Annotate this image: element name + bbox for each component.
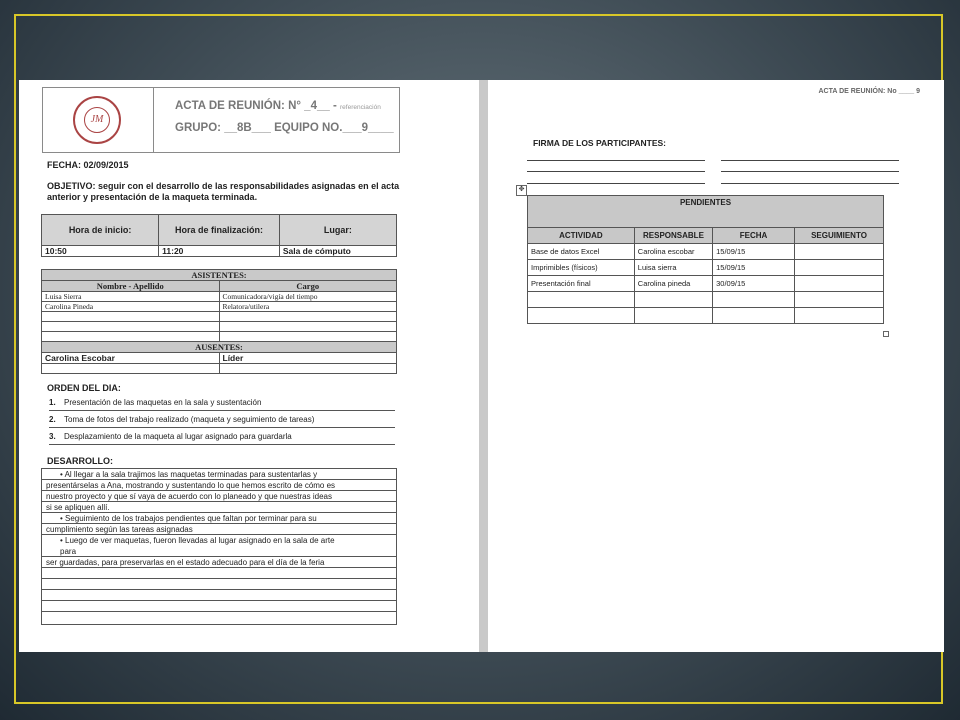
empty-cell [219, 322, 397, 332]
list-text: Presentación de las maquetas en la sala y sustentación [64, 398, 262, 407]
header-box [42, 87, 400, 153]
hora-inicio-header: Hora de inicio: [42, 215, 159, 246]
lugar-value: Sala de cómputo [279, 246, 396, 257]
objetivo-text: OBJETIVO: seguir con el desarrollo de las responsabilidades asignadas en el acta anterior y presentación de la maqueta terminada. [47, 181, 400, 202]
desarrollo-line: nuestro proyecto y que sí vaya de acuerdo con lo planeado y que nuestras ideas [42, 491, 396, 502]
table-row [42, 364, 397, 374]
list-number: 1. [49, 398, 56, 407]
actividad-cell: Imprimibles (físicos) [528, 260, 635, 276]
empty-cell [219, 332, 397, 342]
desarrollo-line: • Luego de ver maquetas, fueron llevadas al lugar asignado en la sala de arte [60, 536, 335, 545]
responsable-header: RESPONSABLE [634, 228, 712, 244]
pendientes-title: PENDIENTES [528, 196, 884, 228]
empty-cell [713, 308, 795, 324]
ausentes-title: AUSENTES: [42, 342, 397, 353]
signature-line [527, 183, 705, 184]
orden-title: ORDEN DEL DIA: [47, 383, 121, 393]
desarrollo-title: DESARROLLO: [47, 456, 113, 466]
empty-cell [42, 364, 220, 374]
fecha-header: FECHA [713, 228, 795, 244]
table-row [528, 292, 884, 308]
fecha-line: FECHA: 02/09/2015 [47, 160, 129, 170]
actividad-header: ACTIVIDAD [528, 228, 635, 244]
desarrollo-line: si se apliquen allí. [42, 502, 396, 513]
lugar-header: Lugar: [279, 215, 396, 246]
empty-cell [42, 322, 220, 332]
empty-cell [794, 292, 883, 308]
table-move-handle-icon[interactable]: ✥ [516, 185, 527, 196]
empty-cell [528, 308, 635, 324]
hora-fin-header: Hora de finalización: [159, 215, 280, 246]
desarrollo-line: • Seguimiento de los trabajos pendientes que faltan por terminar para su [42, 513, 396, 524]
signature-line [721, 183, 899, 184]
table-row [528, 244, 884, 260]
asistente-cargo: Comunicadora/vigía del tiempo [219, 292, 397, 302]
desarrollo-empty-line [42, 568, 396, 579]
list-item [49, 432, 395, 445]
acta-title-right: ACTA DE REUNIÓN: No ____ 9 [818, 88, 920, 95]
table-row [42, 302, 397, 312]
responsable-cell: Luisa sierra [634, 260, 712, 276]
table-row [42, 332, 397, 342]
desarrollo-line: para [42, 546, 396, 557]
empty-cell [42, 312, 220, 322]
responsable-cell: Carolina pineda [634, 276, 712, 292]
seguimiento-cell [794, 276, 883, 292]
hora-table [41, 214, 397, 257]
list-item [49, 415, 395, 428]
logo-cell [43, 88, 154, 152]
empty-cell [528, 292, 635, 308]
pendientes-table [527, 195, 884, 324]
table-row [528, 260, 884, 276]
grupo-line: GRUPO: __8B___ EQUIPO NO.___9____ [175, 122, 394, 134]
fecha-cell: 30/09/15 [713, 276, 795, 292]
table-row [42, 292, 397, 302]
desarrollo-empty-line [42, 579, 396, 590]
ausente-nombre: Carolina Escobar [42, 353, 220, 364]
empty-cell [634, 308, 712, 324]
desarrollo-line: cumplimiento según las tareas asignadas [42, 524, 396, 535]
table-row [42, 312, 397, 322]
empty-cell [634, 292, 712, 308]
school-seal-logo [73, 96, 121, 144]
desarrollo-line: ser guardadas, para preservarlas en el estado adecuado para el día de la feria [42, 557, 396, 568]
asistentes-table [41, 269, 397, 374]
firma-title: FIRMA DE LOS PARTICIPANTES: [533, 138, 667, 148]
desarrollo-line: • Al llegar a la sala trajimos las maquetas terminadas para sustentarlas y [42, 469, 396, 480]
seguimiento-cell [794, 260, 883, 276]
table-row [42, 353, 397, 364]
hora-inicio-value: 10:50 [42, 246, 159, 257]
hora-fin-value: 11:20 [159, 246, 280, 257]
nombre-header: Nombre - Apellido [42, 281, 220, 292]
document-page-left [19, 80, 479, 652]
list-text: Desplazamiento de la maqueta al lugar asignado para guardarla [64, 432, 292, 441]
asistente-nombre: Luisa Sierra [42, 292, 220, 302]
table-resize-handle[interactable] [883, 331, 889, 337]
signature-line [721, 160, 899, 161]
signature-line [721, 171, 899, 172]
desarrollo-box [41, 468, 397, 625]
page-gutter [479, 80, 488, 652]
cargo-header: Cargo [219, 281, 397, 292]
empty-cell [219, 312, 397, 322]
actividad-cell: Presentación final [528, 276, 635, 292]
document-page-right [488, 80, 944, 652]
desarrollo-line: presentárselas a Ana, mostrando y sustentando lo que hemos escrito de cómo es [42, 480, 396, 491]
table-row [528, 308, 884, 324]
list-item [49, 398, 395, 411]
actividad-cell: Base de datos Excel [528, 244, 635, 260]
table-row [528, 276, 884, 292]
asistente-nombre: Carolina Pineda [42, 302, 220, 312]
desarrollo-empty-line [42, 601, 396, 612]
list-text: Toma de fotos del trabajo realizado (maqueta y seguimiento de tareas) [64, 415, 315, 424]
empty-cell [794, 308, 883, 324]
acta-title: ACTA DE REUNIÓN: N° _4__ - referenciación [175, 100, 381, 112]
desarrollo-empty-line [42, 590, 396, 601]
signature-line [527, 171, 705, 172]
empty-cell [713, 292, 795, 308]
responsable-cell: Carolina escobar [634, 244, 712, 260]
empty-cell [42, 332, 220, 342]
list-number: 2. [49, 415, 56, 424]
signature-line [527, 160, 705, 161]
asistente-cargo: Relatora/utilera [219, 302, 397, 312]
fecha-cell: 15/09/15 [713, 260, 795, 276]
asistentes-title: ASISTENTES: [42, 270, 397, 281]
seguimiento-header: SEGUIMIENTO [794, 228, 883, 244]
seal-monogram: JM [84, 107, 110, 133]
empty-cell [219, 364, 397, 374]
table-row [42, 322, 397, 332]
seguimiento-cell [794, 244, 883, 260]
fecha-cell: 15/09/15 [713, 244, 795, 260]
ausente-cargo: Líder [219, 353, 397, 364]
list-number: 3. [49, 432, 56, 441]
